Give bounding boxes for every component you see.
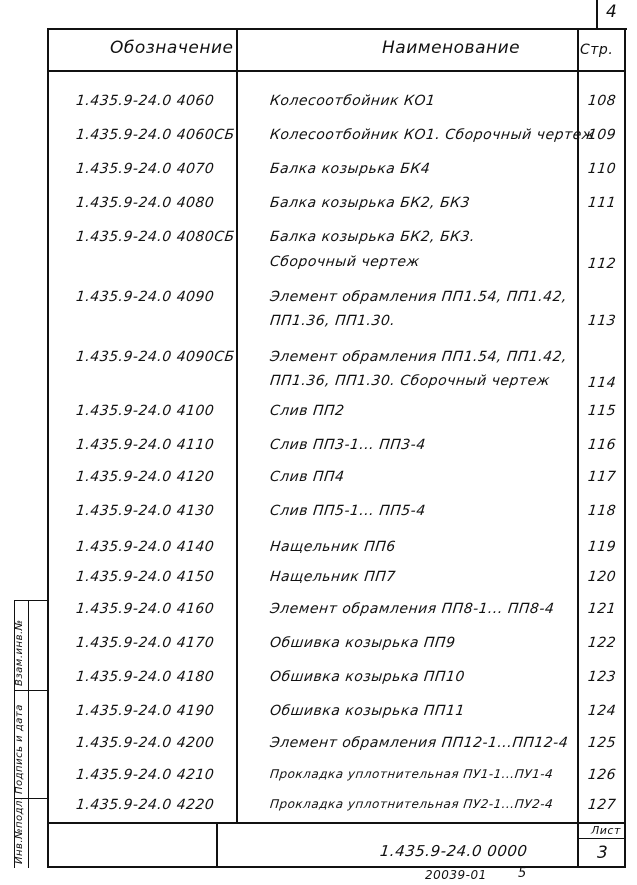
bottom-format-number: 5 xyxy=(518,866,527,881)
stamp-top-line xyxy=(47,822,626,824)
row-name-line-2: Сборочный чертеж xyxy=(269,254,421,270)
row-code: 1.435.9-24.0 4090СБ xyxy=(75,349,236,365)
row-page: 127 xyxy=(587,797,617,813)
row-code: 1.435.9-24.0 4100 xyxy=(75,403,216,419)
row-page: 108 xyxy=(587,93,617,109)
row-name: Балка козырька БК4 xyxy=(269,161,432,177)
row-name: Элемент обрамления ПП12-1...ПП12-4 xyxy=(269,735,570,751)
row-code: 1.435.9-24.0 4220 xyxy=(75,797,216,813)
bottom-order-number: 20039-01 xyxy=(425,868,487,882)
row-code: 1.435.9-24.0 4060СБ xyxy=(75,127,236,143)
row-code: 1.435.9-24.0 4140 xyxy=(75,539,216,555)
row-code: 1.435.9-24.0 4150 xyxy=(75,569,216,585)
row-page: 118 xyxy=(587,503,617,519)
row-page: 119 xyxy=(587,539,617,555)
row-name: Балка козырька БК2, БК3. xyxy=(269,229,476,245)
row-page: 120 xyxy=(587,569,617,585)
row-code: 1.435.9-24.0 4190 xyxy=(75,703,216,719)
stamp-designation: 1.435.9-24.0 0000 xyxy=(379,842,529,860)
row-page: 124 xyxy=(587,703,617,719)
row-name: Нащельник ПП7 xyxy=(269,569,397,585)
row-code: 1.435.9-24.0 4130 xyxy=(75,503,216,519)
row-code: 1.435.9-24.0 4200 xyxy=(75,735,216,751)
row-name: Элемент обрамления ПП1.54, ПП1.42, xyxy=(269,349,568,365)
row-name: Колесоотбойник КО1. Сборочный чертеж xyxy=(269,127,596,143)
row-page: 110 xyxy=(587,161,617,177)
row-name: Слив ПП2 xyxy=(269,403,346,419)
side-label-signature: Подпись и дата xyxy=(14,704,25,794)
row-page: 114 xyxy=(587,375,617,391)
row-page: 126 xyxy=(587,767,617,783)
row-page: 109 xyxy=(587,127,617,143)
row-page: 117 xyxy=(587,469,617,485)
row-name: Обшивка козырька ПП9 xyxy=(269,635,457,651)
row-code: 1.435.9-24.0 4210 xyxy=(75,767,216,783)
column-divider-2 xyxy=(577,28,579,868)
header-name: Наименование xyxy=(382,38,521,58)
row-code: 1.435.9-24.0 4080 xyxy=(75,195,216,211)
row-page: 122 xyxy=(587,635,617,651)
side-column-mid xyxy=(28,600,29,868)
row-page: 113 xyxy=(587,313,617,329)
stamp-vertical-line xyxy=(216,822,218,868)
row-code: 1.435.9-24.0 4110 xyxy=(75,437,216,453)
sheet-marker-line xyxy=(596,0,598,28)
row-code: 1.435.9-24.0 4070 xyxy=(75,161,216,177)
row-code: 1.435.9-24.0 4090 xyxy=(75,289,216,305)
row-code: 1.435.9-24.0 4120 xyxy=(75,469,216,485)
row-page: 121 xyxy=(587,601,617,617)
row-page: 111 xyxy=(587,195,617,211)
side-top xyxy=(14,600,48,601)
header-designation: Обозначение xyxy=(110,38,234,58)
row-name: Слив ПП3-1... ПП3-4 xyxy=(269,437,427,453)
row-name: Слив ПП4 xyxy=(269,469,346,485)
row-page: 125 xyxy=(587,735,617,751)
frame-right-border xyxy=(624,28,626,868)
row-page: 116 xyxy=(587,437,617,453)
stamp-sheet-label: Лист xyxy=(591,824,621,837)
frame-bottom-border xyxy=(47,866,626,868)
header-page: Стр. xyxy=(580,42,614,58)
column-divider-1 xyxy=(236,28,238,824)
row-page: 115 xyxy=(587,403,617,419)
stamp-sheet-number: 3 xyxy=(597,843,609,863)
side-label-inventory: Инв.№подл. xyxy=(14,796,25,864)
row-code: 1.435.9-24.0 4170 xyxy=(75,635,216,651)
row-code: 1.435.9-24.0 4160 xyxy=(75,601,216,617)
header-bottom-line xyxy=(47,70,626,72)
row-page: 123 xyxy=(587,669,617,685)
row-name: Нащельник ПП6 xyxy=(269,539,397,555)
row-code: 1.435.9-24.0 4180 xyxy=(75,669,216,685)
stamp-sheet-divider xyxy=(577,838,626,839)
row-name: Элемент обрамления ПП8-1... ПП8-4 xyxy=(269,601,556,617)
row-name: Колесоотбойник КО1 xyxy=(269,93,437,109)
sheet-number-top: 4 xyxy=(606,2,618,22)
row-name: Прокладка уплотнительная ПУ1-1...ПУ1-4 xyxy=(269,767,554,781)
frame-left-border xyxy=(47,28,49,868)
row-code: 1.435.9-24.0 4080СБ xyxy=(75,229,236,245)
row-name: Прокладка уплотнительная ПУ2-1...ПУ2-4 xyxy=(269,797,554,811)
row-code: 1.435.9-24.0 4060 xyxy=(75,93,216,109)
side-divider-1 xyxy=(14,690,48,691)
side-label-replace: Взам.инв.№ xyxy=(14,619,25,686)
frame-top-border xyxy=(47,28,627,30)
row-name-line-2: ПП1.36, ПП1.30. xyxy=(269,313,397,329)
row-name: Элемент обрамления ПП1.54, ПП1.42, xyxy=(269,289,568,305)
row-name: Слив ПП5-1... ПП5-4 xyxy=(269,503,427,519)
row-name: Балка козырька БК2, БК3 xyxy=(269,195,471,211)
row-name: Обшивка козырька ПП11 xyxy=(269,703,466,719)
row-name-line-2: ПП1.36, ПП1.30. Сборочный чертеж xyxy=(269,373,551,389)
row-page: 112 xyxy=(587,256,617,272)
row-name: Обшивка козырька ПП10 xyxy=(269,669,466,685)
